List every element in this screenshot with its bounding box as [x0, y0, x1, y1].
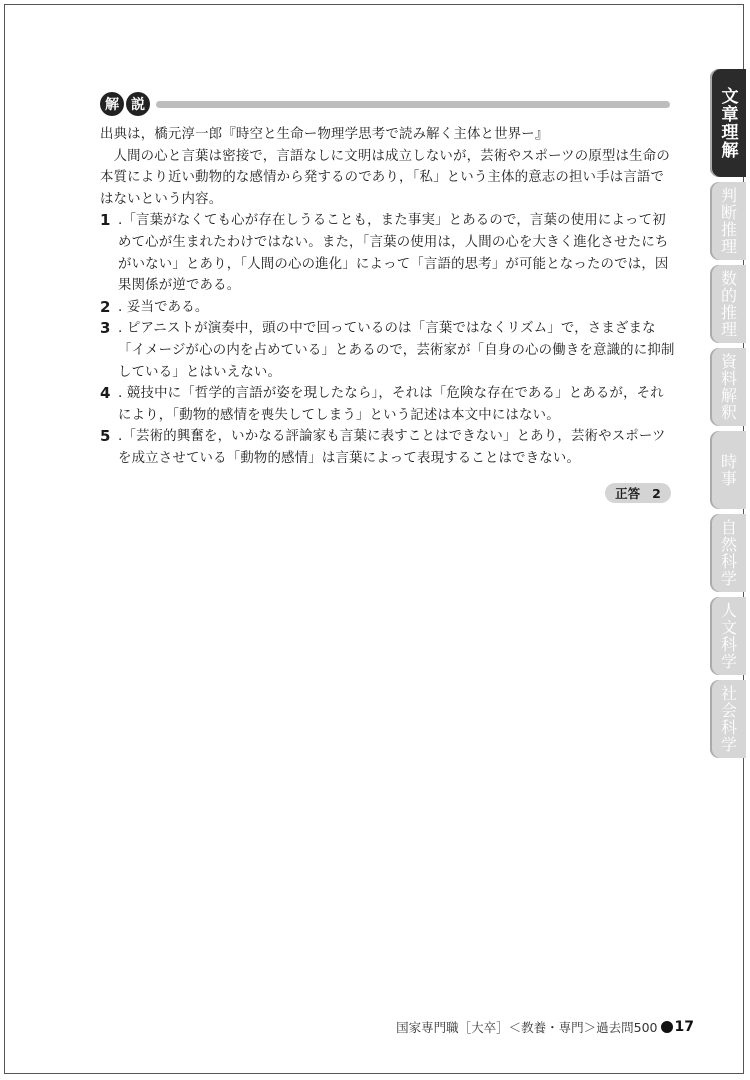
tab-label: 文章理解 — [717, 87, 738, 159]
choice-number: 5 — [100, 427, 111, 446]
tab-shakai-kagaku[interactable] — [710, 680, 746, 758]
page-number: 17 — [674, 1019, 694, 1035]
choice-item — [100, 210, 675, 296]
source-citation: 出典は，橋元淳一郎『時空と生命ー物理学思考で読み解く主体と世界ー』 — [100, 127, 549, 142]
choice-text: .「言葉がなくても心が存在しうることも，また事実」とあるので，言葉の使用によって初めて心が生まれたわけではない。また，「言葉の使用は，人間の心を大きく進化させたにちがいない」とあり，「人間の心の進化」によって「言語的思考」が可能となったのでは，因果関係が逆である。 — [118, 213, 669, 294]
badge-char: 解 — [100, 92, 124, 116]
choice-item — [100, 426, 675, 469]
tab-label: 判断推理 — [718, 187, 738, 255]
tab-shiryo-kaishaku[interactable] — [710, 348, 746, 426]
tab-label: 自然科学 — [718, 519, 738, 587]
choice-text: . ピアニストが演奏中，頭の中で回っているのは「言葉ではなくリズム」で，さまざまな「イメージが心の内を占めている」とあるので，芸術家が「自身の心の働きを意識的に抑制している」とはいえない。 — [118, 321, 675, 380]
page-footer — [396, 1018, 694, 1036]
choice-explanations — [100, 210, 675, 469]
subject-tabs — [710, 69, 746, 763]
answer-value: 2 — [652, 485, 661, 501]
commentary-header — [100, 92, 670, 118]
tab-shizen-kagaku[interactable] — [710, 514, 746, 592]
tab-label: 時事 — [718, 453, 738, 487]
choice-number: 2 — [100, 297, 111, 316]
book-title: 国家専門職［大卒］＜教養・専門＞過去問500 — [396, 1020, 658, 1035]
tab-label: 人文科学 — [718, 602, 738, 670]
tab-label: 社会科学 — [718, 685, 738, 753]
choice-text: . 妥当である。 — [118, 299, 209, 315]
tab-handan-suiri[interactable] — [710, 182, 746, 260]
tab-label: 資料解釈 — [718, 353, 738, 421]
choice-text: . 競技中に「哲学的言語が姿を現したなら」，それは「危険な存在である」とあるが，それにより，「動物的感情を喪失してしまう」という記述は本文中にはない。 — [118, 386, 664, 423]
choice-number: 1 — [100, 211, 111, 230]
badge-char: 説 — [126, 92, 150, 116]
header-rule — [156, 101, 670, 108]
choice-text: .「芸術的興奮を，いかなる評論家も言葉に表すことはできない」とあり，芸術やスポーツを成立させている「動物的感情」は言葉によって表現することはできない。 — [118, 429, 666, 466]
tab-jiji[interactable] — [710, 431, 746, 509]
correct-answer-badge — [605, 483, 671, 503]
choice-number: 3 — [100, 319, 111, 338]
choice-item — [100, 383, 675, 426]
tab-suteki-suiri[interactable] — [710, 265, 746, 343]
bullet-icon — [661, 1021, 673, 1033]
choice-item — [100, 318, 675, 383]
tab-label: 数的推理 — [718, 270, 738, 338]
commentary-badge — [100, 92, 152, 116]
choice-number: 4 — [100, 384, 111, 403]
passage-summary: 人間の心と言葉は密接で，言語なしに文明は成立しないが，芸術やスポーツの原型は生命の本質により近い動物的な感情から発するのであり，「私」という主体的意志の担い手は言語ではないという内容。 — [100, 148, 670, 207]
commentary-body — [100, 124, 675, 470]
tab-jinbun-kagaku[interactable] — [710, 597, 746, 675]
choice-item — [100, 297, 675, 319]
answer-label: 正答 — [615, 486, 641, 501]
tab-bunsho-rikai[interactable] — [710, 69, 746, 177]
